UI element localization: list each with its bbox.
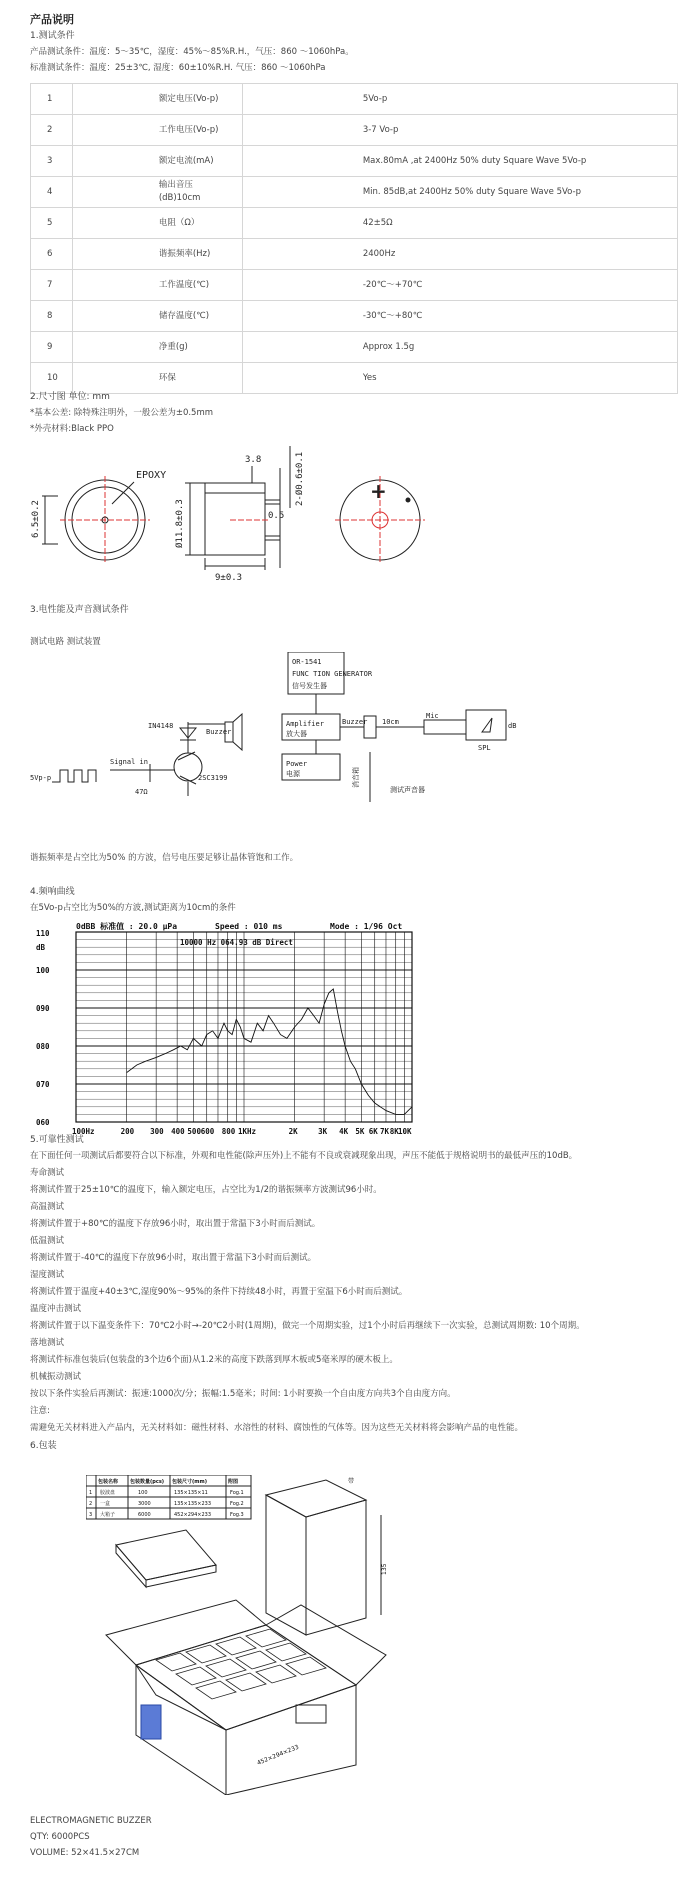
carton-compartment [196,1681,236,1699]
spec-cell-no: 2 [31,115,73,146]
reliability-note: 需避免无关材料进入产品内，无关材料如：磁性材料、水溶性的材料、腐蚀性的气体等。因为这些无关材料将会影响产品的电性能。 [30,1423,524,1433]
pack-table-cell: 100 [138,1490,148,1496]
spec-cell-value: Yes [242,363,677,394]
gen-label-1: OR-1541 [292,658,322,666]
vp-label: 5Vp-p [30,774,52,782]
pack-table-cell: 2 [89,1501,93,1507]
pack-table-cell: 3 [89,1512,93,1518]
reliability-item-name: 温度冲击测试 [30,1304,82,1314]
y-tick-label: 090 [36,1004,50,1013]
carton-compartment [236,1651,276,1669]
spec-cell-value: -30℃～+80℃ [242,301,677,332]
pack-table-header: 包装名称 [98,1479,119,1485]
reliability-item-name: 落地测试 [30,1338,65,1348]
spec-row [31,84,678,115]
spec-cell-value: Max.80mA ,at 2400Hz 50% duty Square Wave 5Vo-p [242,146,677,177]
circuit-diagram [30,652,670,802]
reliability-item-desc: 将测试件置于25±10℃的温度下，输入额定电压，占空比为1/2的谐振频率方波测试96小时。 [30,1185,382,1195]
footer-volume: VOLUME: 52×41.5×27CM [30,1848,140,1858]
carton-compartment [266,1643,306,1661]
spec-cell-name: 额定电压(Vo-p) [72,84,242,115]
pack-table-cell: Fog.2 [230,1501,244,1507]
pack-table-cell: 大箱子 [100,1512,116,1518]
carton-compartment [286,1657,326,1675]
reliability-item-desc: 将测试件置于温度+40±3℃,湿度90%～95%的条件下持续48小时，再置于室温下6小时而后测试。 [30,1287,408,1297]
spec-cell-name: 输出音压(dB)10cm [72,177,242,208]
spec-cell-no: 7 [31,270,73,301]
y-tick-label: dB [36,943,46,953]
pack-table-cell: 1 [89,1490,93,1496]
spec-row [31,270,678,301]
dimensions-tolerance: *基本公差: 除特殊注明外，一般公差为±0.5mm [30,408,214,418]
pack-table-cell: 3000 [138,1501,151,1507]
dimensions-material: *外壳材料:Black PPO [30,424,114,434]
spec-cell-name: 谐振频率(Hz) [72,239,242,270]
spec-cell-name: 储存温度(℃) [72,301,242,332]
x-tick-label: 7K [379,1127,390,1136]
x-tick-label: 3K [318,1127,328,1136]
carton-compartment [216,1637,256,1655]
spec-cell-value: Min. 85dB,at 2400Hz 50% duty Square Wave 5Vo-p [242,177,677,208]
spec-cell-name: 额定电流(mA) [72,146,242,177]
pack-table-cell: 452×294×233 [174,1512,212,1518]
x-tick-label: 300 [150,1127,164,1136]
reliability-item-name: 机械振动测试 [30,1372,82,1382]
spec-table [30,83,678,394]
dimensions-title: 2.尺寸图 单位: mm [30,392,110,402]
carton-compartment [246,1629,286,1647]
x-tick-label: 600 [200,1127,215,1136]
pack-table-cell: 135×135×11 [174,1490,208,1496]
circuit-note: 谐振频率是占空比为50% 的方波，信号电压要足够让晶体管饱和工作。 [30,853,299,863]
spec-row [31,115,678,146]
spec-cell-no: 1 [31,84,73,115]
carton-compartment [156,1653,196,1671]
x-tick-label: 500 [187,1127,201,1136]
carton-size-label: 452×294×233 [256,1743,300,1767]
frequency-title: 4.频响曲线 [30,887,75,897]
test-conditions-title: 1.测试条件 [30,31,75,41]
spec-cell-no: 9 [31,332,73,363]
spec-cell-value: 42±5Ω [242,208,677,239]
x-tick-label: 400 [171,1127,185,1136]
resistor-label: 47Ω [135,788,148,796]
transistor-label: 2SC3199 [198,774,228,782]
frequency-chart [30,918,414,1136]
tester-label: 测试声音器 [390,786,425,794]
power-label-1: Power [286,760,308,768]
spec-cell-name: 环保 [72,363,242,394]
pack-table-header: 包装尺寸(mm) [172,1479,207,1485]
chart-header-left: 0dBB 标准值 : 20.0 μPa [76,922,178,931]
carton-compartment [176,1667,216,1685]
x-tick-label: 2K [288,1127,298,1136]
label-d2: Ø11.8±0.3 [175,499,185,548]
spec-cell-no: 8 [31,301,73,332]
y-tick-label: 110 [36,929,50,938]
x-tick-label: 1KHz [238,1127,257,1136]
distance-label: 10cm [382,718,399,726]
y-tick-label: 070 [36,1080,50,1089]
reliability-item-desc: 将测试件标准包装后(包装盘的3个边6个面)从1.2米的高度下跌落到厚木板或5毫米厚的硬木板上。 [30,1355,398,1365]
spec-row [31,332,678,363]
spec-cell-name: 工作温度(℃) [72,270,242,301]
spec-cell-value: 3-7 Vo-p [242,115,677,146]
spec-row [31,177,678,208]
spec-cell-no: 3 [31,146,73,177]
reliability-note-label: 注意: [30,1406,50,1416]
spec-row [31,239,678,270]
power-label-2: 电源 [286,770,300,778]
spec-cell-value: 2400Hz [242,239,677,270]
plus-mark: + [370,479,387,503]
amp-label-1: Amplifier [286,720,324,728]
box-dim-label: 135 [381,1563,388,1575]
gen-label-3: 信号发生器 [292,682,327,690]
x-tick-label: 100Hz [72,1127,95,1136]
x-tick-label: 5K [355,1127,365,1136]
reliability-item-name: 湿度测试 [30,1270,65,1280]
test-conditions-line1: 产品测试条件：温度：5～35℃，湿度：45%～85%R.H.，气压：860 ～1060hPa。 [30,47,354,57]
box-mark-label: 带 [348,1478,355,1485]
reliability-item-desc: 按以下条件实验后再测试：振速:1000次/分；振幅:1.5毫米；时间: 1小时要换一个自由度方向共3个自由度方向。 [30,1389,456,1399]
dimension-drawing [30,438,430,588]
circuit-subtitle: 测试电路 测试装置 [30,637,101,647]
reliability-item-name: 高温测试 [30,1202,65,1212]
spl-label: SPL [478,744,491,752]
spec-cell-value: Approx 1.5g [242,332,677,363]
signal-label: Signal in [110,758,148,766]
pack-table-header: 附图 [228,1479,239,1485]
reliability-item-name: 低温测试 [30,1236,65,1246]
spec-row [31,146,678,177]
circuit-title: 3.电性能及声音测试条件 [30,605,129,615]
pack-table-cell: 6000 [138,1512,151,1518]
x-tick-label: 6K [368,1127,378,1136]
label-epoxy: EPOXY [136,470,167,481]
label-d1: 6.5±0.2 [31,500,41,538]
packing-illustration [86,1475,656,1795]
y-tick-label: 080 [36,1042,50,1051]
reliability-title: 5.可靠性测试 [30,1135,84,1145]
x-tick-label: 200 [120,1127,135,1136]
room-label: 消音箱 [352,767,360,788]
amp-label-2: 放大器 [286,730,307,738]
reliability-block [30,1148,680,1437]
test-conditions-line2: 标准测试条件：温度：25±3℃, 湿度：60±10%R.H. 气压：860 ～1060hPa [30,63,326,73]
spec-cell-name: 电阻（Ω） [72,208,242,239]
packing-title: 6.包装 [30,1441,57,1451]
label-d6: 0.5 [268,511,285,521]
spec-cell-no: 10 [31,363,73,394]
spec-row [31,208,678,239]
chart-readout: 10000 Hz 064.93 dB Direct [180,938,293,947]
spec-cell-value: -20℃～+70℃ [242,270,677,301]
reliability-item-desc: 将测试件置于以下温变条件下：70℃2小时→-20℃2小时(1周期)，做完一个周期实验，过1个小时后再继续下一次实验，总测试周期数: 10个周期。 [30,1321,585,1331]
carton-compartment [256,1665,296,1683]
spec-cell-no: 6 [31,239,73,270]
chart-header-speed: Speed : 010 ms [215,922,283,931]
pack-table-cell: Fog.1 [230,1490,244,1496]
spec-row [31,301,678,332]
spec-row [31,363,678,394]
x-tick-label: 800 [221,1127,236,1136]
pack-table-cell: 一盒 [100,1501,111,1507]
y-tick-label: 060 [36,1118,50,1127]
mic-label: Mic [426,712,439,720]
db-label: dB [508,722,517,730]
buzzer2-label: Buzzer [206,728,232,736]
label-d5: 2-Ø0.6±0.1 [295,451,305,506]
spec-cell-name: 净重(g) [72,332,242,363]
footer-product: ELECTROMAGNETIC BUZZER [30,1816,152,1826]
label-d4: 3.8 [245,455,262,465]
pack-table-header: 包装数量(pcs) [130,1479,165,1485]
reliability-item-name: 寿命测试 [30,1168,65,1178]
x-tick-label: 4K [339,1127,349,1136]
y-tick-label: 100 [36,966,50,975]
page-title: 产品说明 [30,13,74,26]
pack-table-cell: 胶波盘 [100,1490,116,1496]
diode-label: IN4148 [148,722,174,730]
footer-qty: QTY: 6000PCS [30,1832,90,1842]
reliability-intro: 在下面任何一项测试后都要符合以下标准，外观和电性能(除声压外)上不能有不良或衰减现象出现，声压不能低于规格说明书的最低声压的10dB。 [30,1151,578,1161]
spec-cell-name: 工作电压(Vo-p) [72,115,242,146]
carton-compartment [226,1673,266,1691]
gen-label-2: FUNC TION GENERATOR [292,670,373,678]
reliability-item-desc: 将测试件置于+80℃的温度下存放96小时，取出置于常温下3小时而后测试。 [30,1219,321,1229]
carton-compartment [206,1659,246,1677]
x-tick-label: 10K [398,1127,412,1136]
label-d3: 9±0.3 [215,573,243,583]
pack-table-cell: Fog.3 [230,1512,244,1518]
spec-cell-no: 5 [31,208,73,239]
spec-cell-value: 5Vo-p [242,84,677,115]
frequency-subtitle: 在5Vo-p占空比为50%的方波,测试距离为10cm的条件 [30,903,236,913]
pack-table-cell: 135×135×233 [174,1501,212,1507]
buzzer-label: Buzzer [342,718,368,726]
spec-cell-no: 4 [31,177,73,208]
x-tick-label: 8K [389,1127,399,1136]
reliability-item-desc: 将测试件置于-40℃的温度下存放96小时，取出置于常温下3小时而后测试。 [30,1253,317,1263]
chart-header-mode: Mode : 1/96 Oct [330,922,403,931]
